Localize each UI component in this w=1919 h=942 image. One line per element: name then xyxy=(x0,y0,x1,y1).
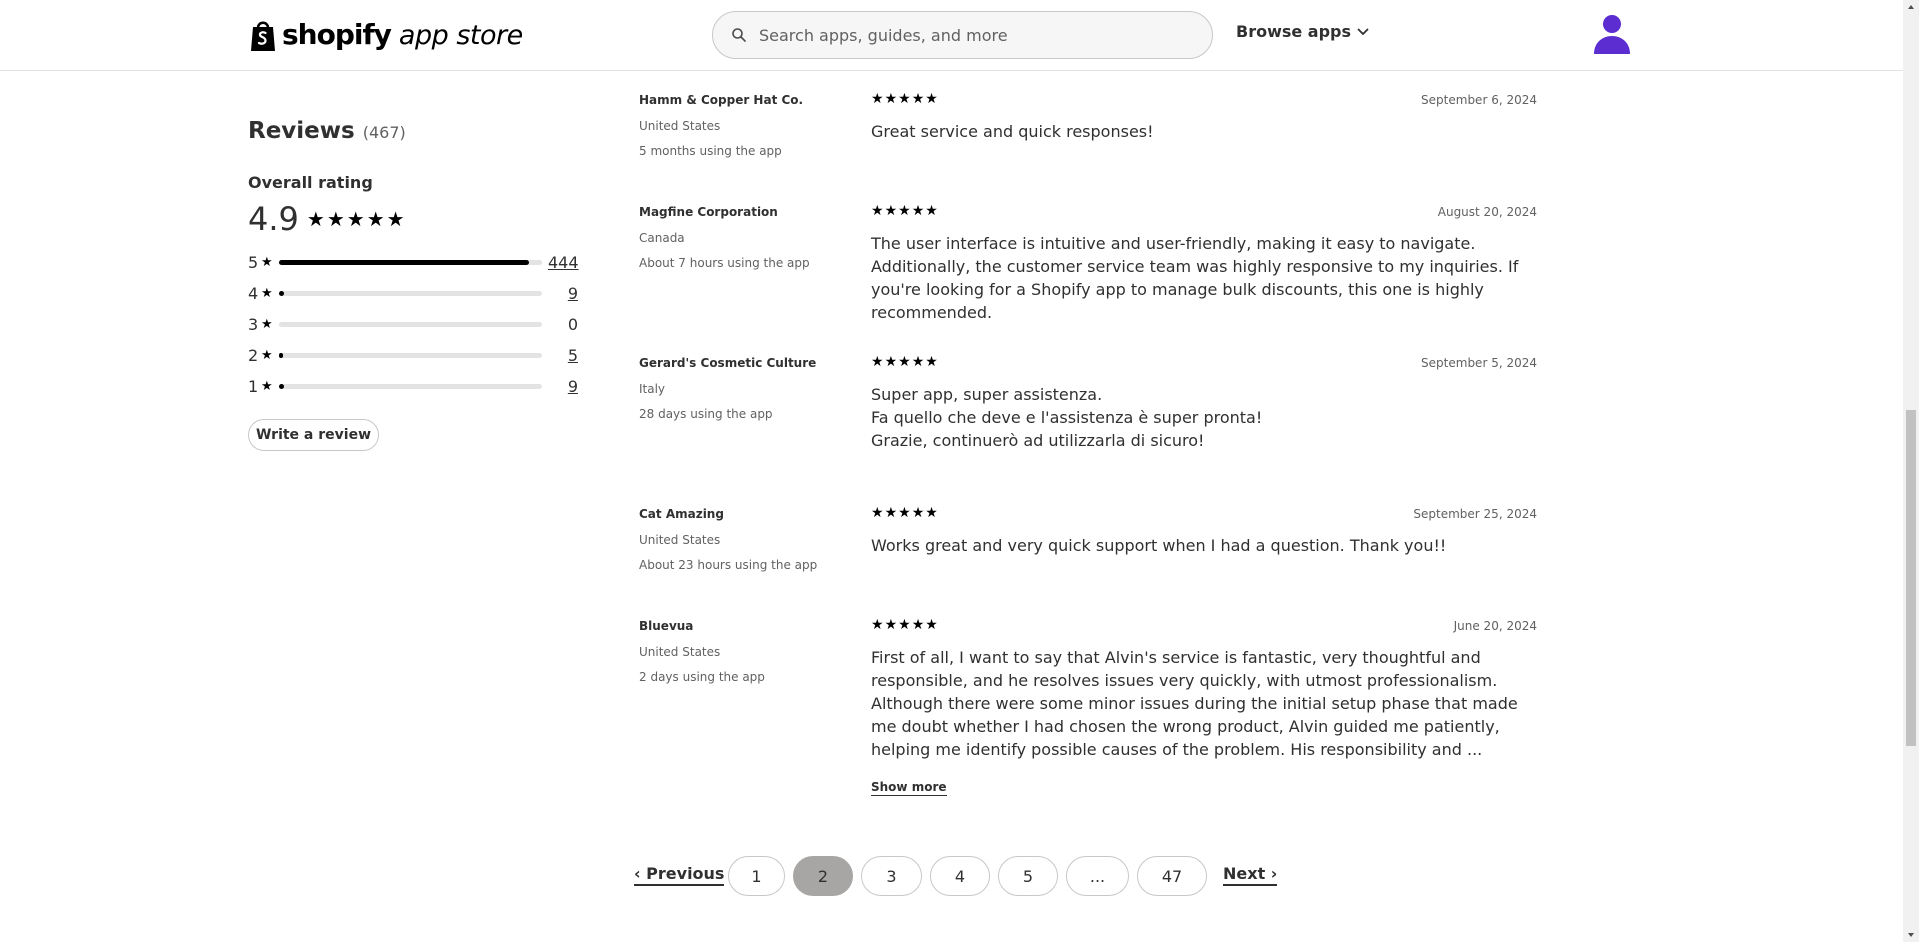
review-date: June 20, 2024 xyxy=(1453,619,1537,633)
rating-bar xyxy=(279,384,542,389)
review-text: First of all, I want to say that Alvin's service is fantastic, very thoughtful and responsible, and he resolves issues very quickly, with utmost professionalism. Although there were some minor issues during the initial setup phase that made me doubt whether I had chosen the wrong product, Alvin guided me patiently, helping me identify possible causes of the problem. His responsibility and ... xyxy=(871,648,1518,759)
star-icon: ★ xyxy=(898,617,911,633)
review-rating-stars xyxy=(871,505,938,521)
star-icon: ★ xyxy=(261,255,273,270)
overall-rating xyxy=(248,200,405,238)
star-icon: ★ xyxy=(871,203,884,219)
review-rating-stars xyxy=(871,617,938,633)
star-icon: ★ xyxy=(884,354,898,370)
star-icon: ★ xyxy=(925,354,938,370)
star-icon: ★ xyxy=(911,354,925,370)
page-button-2-current[interactable]: 2 xyxy=(793,856,853,896)
review-date: September 6, 2024 xyxy=(1421,93,1537,107)
next-page-link[interactable]: Next › xyxy=(1223,864,1277,886)
star-icon: ★ xyxy=(925,91,938,107)
star-icon: ★ xyxy=(326,207,345,231)
show-more-link[interactable]: Show more xyxy=(871,780,947,794)
overall-rating-stars xyxy=(307,207,405,231)
previous-page-link[interactable]: ‹ Previous xyxy=(634,864,724,886)
review-rating-stars xyxy=(871,91,938,107)
review-usage-duration: 5 months using the app xyxy=(639,144,782,158)
write-review-button[interactable]: Write a review xyxy=(248,419,379,451)
page-scrollbar[interactable] xyxy=(1903,0,1919,942)
rating-row-count[interactable]: 444 xyxy=(548,253,579,272)
star-icon: ★ xyxy=(884,203,898,219)
rating-bar-fill xyxy=(279,291,284,296)
reviews-title-text: Reviews xyxy=(248,118,355,144)
star-icon: ★ xyxy=(884,505,898,521)
star-icon: ★ xyxy=(261,348,273,363)
review-body xyxy=(871,120,1537,143)
rating-bar xyxy=(279,322,542,327)
review-author: Gerard's Cosmetic Culture xyxy=(639,356,817,370)
rating-row-label: 5 xyxy=(248,253,259,272)
shopify-bag-icon xyxy=(248,18,278,52)
rating-row-1[interactable] xyxy=(248,371,578,402)
star-icon: ★ xyxy=(884,91,898,107)
star-icon: ★ xyxy=(898,203,911,219)
star-icon: ★ xyxy=(911,203,925,219)
review-author: Hamm & Copper Hat Co. xyxy=(639,93,804,107)
rating-row-2[interactable] xyxy=(248,340,578,371)
top-header xyxy=(0,0,1903,71)
review-date: August 20, 2024 xyxy=(1437,205,1537,219)
search-bar[interactable] xyxy=(712,11,1213,59)
review-text: Works great and very quick support when I had a question. Thank you!! xyxy=(871,536,1447,555)
overall-rating-label: Overall rating xyxy=(248,173,373,192)
rating-row-label: 1 xyxy=(248,377,259,396)
page-button-5[interactable]: 5 xyxy=(998,856,1058,896)
star-icon: ★ xyxy=(386,207,405,231)
star-icon: ★ xyxy=(366,207,385,231)
star-icon: ★ xyxy=(871,617,884,633)
rating-row-count[interactable]: 5 xyxy=(567,346,578,365)
page-button-1[interactable]: 1 xyxy=(728,856,785,896)
star-icon: ★ xyxy=(871,505,884,521)
reviews-count: (467) xyxy=(362,123,406,142)
logo-brand-text: shopify xyxy=(282,18,391,51)
star-icon: ★ xyxy=(925,505,938,521)
star-icon: ★ xyxy=(306,207,325,231)
review-text-line: Grazie, continuerò ad utilizzarla di sicuro! xyxy=(871,431,1205,450)
star-icon: ★ xyxy=(871,354,884,370)
review-body xyxy=(871,383,1537,452)
page-ellipsis: ... xyxy=(1066,856,1129,896)
reviews-heading xyxy=(248,118,406,144)
review-date: September 25, 2024 xyxy=(1413,507,1537,521)
rating-row-label: 4 xyxy=(248,284,259,303)
star-icon: ★ xyxy=(261,379,273,394)
star-icon: ★ xyxy=(884,617,898,633)
star-icon: ★ xyxy=(261,317,273,332)
rating-bar xyxy=(279,291,542,296)
review-author: Bluevua xyxy=(639,619,694,633)
chevron-down-icon xyxy=(1357,28,1369,36)
user-avatar-icon[interactable] xyxy=(1593,14,1631,56)
rating-row-4[interactable] xyxy=(248,278,578,309)
scroll-up-arrow-icon[interactable] xyxy=(1907,3,1915,11)
rating-bar xyxy=(279,260,542,265)
rating-bar xyxy=(279,353,542,358)
review-usage-duration: About 23 hours using the app xyxy=(639,558,818,572)
search-icon xyxy=(731,27,747,43)
star-icon: ★ xyxy=(346,207,365,231)
review-country: Canada xyxy=(639,231,685,245)
review-body xyxy=(871,646,1537,761)
review-country: United States xyxy=(639,119,721,133)
review-usage-duration: About 7 hours using the app xyxy=(639,256,810,270)
scroll-down-arrow-icon[interactable] xyxy=(1907,931,1915,939)
review-country: United States xyxy=(639,533,721,547)
star-icon: ★ xyxy=(898,354,911,370)
review-author: Cat Amazing xyxy=(639,507,724,521)
star-icon: ★ xyxy=(898,505,911,521)
rating-row-count: 0 xyxy=(567,315,578,334)
review-author: Magfine Corporation xyxy=(639,205,778,219)
rating-bar-fill xyxy=(279,384,284,389)
page-button-4[interactable]: 4 xyxy=(930,856,990,896)
rating-row-count[interactable]: 9 xyxy=(567,377,578,396)
star-icon: ★ xyxy=(911,617,925,633)
review-usage-duration: 2 days using the app xyxy=(639,670,765,684)
scrollbar-thumb[interactable] xyxy=(1906,410,1916,746)
rating-row-label: 2 xyxy=(248,346,259,365)
overall-rating-value: 4.9 xyxy=(248,200,299,238)
browse-apps-menu[interactable] xyxy=(1236,22,1369,41)
review-text-line: Super app, super assistenza. xyxy=(871,385,1103,404)
review-text: The user interface is intuitive and user-friendly, making it easy to navigate. Additionally, the customer service team was highly responsive to my inquiries. If you're looking for a Shopify app to manage bulk discounts, this one is highly recommended. xyxy=(871,234,1519,322)
review-body xyxy=(871,232,1537,324)
shopify-app-store-logo[interactable] xyxy=(248,16,523,54)
review-country: United States xyxy=(639,645,721,659)
rating-row-label: 3 xyxy=(248,315,259,334)
page-button-3[interactable]: 3 xyxy=(861,856,922,896)
star-icon: ★ xyxy=(925,617,938,633)
search-input[interactable] xyxy=(759,26,1179,45)
review-usage-duration: 28 days using the app xyxy=(639,407,773,421)
rating-bar-fill xyxy=(279,353,283,358)
browse-apps-label: Browse apps xyxy=(1236,22,1352,41)
logo-sub-text: app store xyxy=(398,19,523,51)
star-icon: ★ xyxy=(871,91,884,107)
review-text-line: Fa quello che deve e l'assistenza è super pronta! xyxy=(871,408,1263,427)
review-date: September 5, 2024 xyxy=(1421,356,1537,370)
review-rating-stars xyxy=(871,354,938,370)
rating-row-3 xyxy=(248,309,578,340)
rating-bar-fill xyxy=(279,260,529,265)
review-rating-stars xyxy=(871,203,938,219)
review-country: Italy xyxy=(639,382,666,396)
rating-row-count[interactable]: 9 xyxy=(567,284,578,303)
rating-row-5[interactable] xyxy=(248,247,578,278)
review-body xyxy=(871,534,1537,557)
star-icon: ★ xyxy=(925,203,938,219)
star-icon: ★ xyxy=(911,505,925,521)
review-text: Great service and quick responses! xyxy=(871,122,1154,141)
page-button-47[interactable]: 47 xyxy=(1137,856,1207,896)
star-icon: ★ xyxy=(898,91,911,107)
star-icon: ★ xyxy=(261,286,273,301)
rating-distribution xyxy=(248,247,578,402)
star-icon: ★ xyxy=(911,91,925,107)
